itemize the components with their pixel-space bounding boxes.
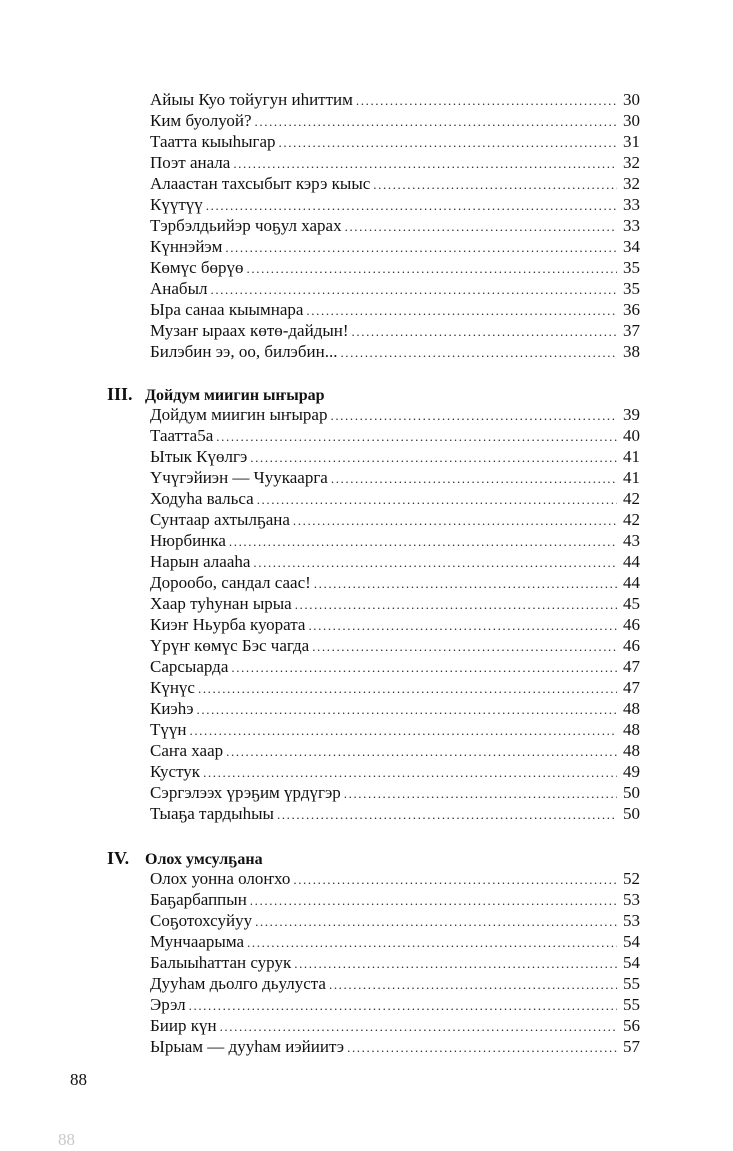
toc-list-continued	[150, 89, 640, 362]
dot-leader	[229, 531, 617, 552]
section-title: Дойдум миигин ыҥырар	[145, 387, 325, 404]
toc-entry	[150, 614, 640, 635]
toc-entry-page: 48	[623, 741, 640, 760]
toc-entry-page: 47	[623, 678, 640, 697]
toc-entry-title: Ытык Күөлгэ	[150, 447, 248, 466]
toc-entry	[150, 698, 640, 719]
toc-list-section-3	[150, 404, 640, 824]
toc-entry-title: Нарын алааһа	[150, 552, 251, 571]
toc-entry-title: Дууһам дьолго дьулуста	[150, 974, 326, 993]
dot-leader	[189, 720, 617, 741]
dot-leader	[279, 132, 617, 153]
page-number: 88	[70, 1070, 87, 1089]
toc-entry	[150, 257, 640, 278]
toc-entry-page: 33	[623, 216, 640, 235]
toc-entry-page: 52	[623, 869, 640, 888]
toc-entry-page: 46	[623, 615, 640, 634]
toc-entry-page: 35	[623, 279, 640, 298]
toc-entry	[150, 572, 640, 593]
toc-entry	[150, 320, 640, 341]
dot-leader	[233, 153, 617, 174]
toc-entry-page: 34	[623, 237, 640, 256]
toc-entry-title: Анабыл	[150, 279, 208, 298]
toc-entry-title: Поэт анала	[150, 153, 231, 172]
toc-entry	[150, 973, 640, 994]
toc-entry-page: 30	[623, 111, 640, 130]
toc-entry	[150, 467, 640, 488]
toc-entry-page: 40	[623, 426, 640, 445]
toc-entry-title: Айыы Куо тойугун иһиттим	[150, 90, 353, 109]
dot-leader	[210, 279, 617, 300]
toc-entry-title: Дорообо, сандал саас!	[150, 573, 311, 592]
toc-entry	[150, 677, 640, 698]
toc-entry-page: 55	[623, 974, 640, 993]
toc-entry-title: Тэрбэлдьийэр чоҕул харах	[150, 216, 342, 235]
toc-entry-page: 54	[623, 953, 640, 972]
toc-entry-page: 44	[623, 552, 640, 571]
dot-leader	[250, 447, 617, 468]
dot-leader	[293, 869, 617, 890]
toc-entry	[150, 719, 640, 740]
toc-entry-title: Балыыһаттан сурук	[150, 953, 292, 972]
toc-entry-title: Алаастан тахсыбыт кэрэ кыыс	[150, 174, 371, 193]
toc-entry	[150, 551, 640, 572]
toc-entry-title: Күүтүү	[150, 195, 203, 214]
toc-entry-page: 57	[623, 1037, 640, 1056]
toc-entry-title: Көмүс бөрүө	[150, 258, 244, 277]
dot-leader	[347, 1037, 617, 1058]
toc-entry-title: Сарсыарда	[150, 657, 229, 676]
dot-leader	[344, 783, 617, 804]
toc-entry-page: 41	[623, 468, 640, 487]
toc-entry-title: Мунчаарыма	[150, 932, 245, 951]
toc-entry-page: 32	[623, 153, 640, 172]
dot-leader	[250, 890, 617, 911]
toc-entry	[150, 173, 640, 194]
dot-leader	[189, 995, 617, 1016]
dot-leader	[257, 489, 617, 510]
toc-entry-page: 38	[623, 342, 640, 361]
toc-entry	[150, 530, 640, 551]
toc-entry-title: Таатта5а	[150, 426, 214, 445]
dot-leader	[356, 90, 617, 111]
toc-entry-page: 39	[623, 405, 640, 424]
toc-entry-page: 42	[623, 510, 640, 529]
toc-entry	[150, 110, 640, 131]
toc-entry-title: Киэһэ	[150, 699, 194, 718]
toc-entry-title: Нюрбинка	[150, 531, 226, 550]
dot-leader	[206, 195, 617, 216]
dot-leader	[253, 552, 617, 573]
toc-entry	[150, 236, 640, 257]
dot-leader	[314, 573, 617, 594]
toc-entry	[150, 1015, 640, 1036]
toc-entry-title: Үчүгэйиэн — Чуукаарга	[150, 468, 328, 487]
section-title: Олох умсулҕана	[145, 851, 263, 868]
toc-entry-page: 37	[623, 321, 640, 340]
toc-entry-page: 32	[623, 174, 640, 193]
toc-entry-title: Соҕотохсуйуу	[150, 911, 253, 930]
toc-entry-page: 53	[623, 911, 640, 930]
dot-leader	[294, 953, 617, 974]
toc-entry-page: 55	[623, 995, 640, 1014]
toc-entry-title: Кустук	[150, 762, 201, 781]
toc-entry-title: Дойдум миигин ыҥырар	[150, 405, 328, 424]
toc-entry-title: Баҕарбаппын	[150, 890, 247, 909]
toc-entry-title: Биир күн	[150, 1016, 217, 1035]
toc-entry-title: Түүн	[150, 720, 187, 739]
dot-leader	[255, 911, 617, 932]
dot-leader	[203, 762, 617, 783]
dot-leader	[216, 426, 617, 447]
toc-entry	[150, 994, 640, 1015]
toc-entry-page: 54	[623, 932, 640, 951]
toc-entry	[150, 152, 640, 173]
dot-leader	[308, 615, 617, 636]
toc-entry-title: Олох уонна олоҥхо	[150, 869, 291, 888]
dot-leader	[220, 1016, 617, 1037]
dot-leader	[197, 699, 617, 720]
dot-leader	[255, 111, 617, 132]
dot-leader	[225, 237, 617, 258]
toc-entry-page: 42	[623, 489, 640, 508]
toc-entry	[150, 278, 640, 299]
toc-entry-title: Билэбин ээ, оо, билэбин...	[150, 342, 338, 361]
toc-entry-page: 35	[623, 258, 640, 277]
toc-entry	[150, 868, 640, 889]
toc-entry	[150, 1036, 640, 1057]
toc-entry	[150, 635, 640, 656]
toc-entry	[150, 740, 640, 761]
toc-entry-title: Үрүҥ көмүс Бэс чагда	[150, 636, 310, 655]
toc-entry-title: Таатта кыыһыгар	[150, 132, 276, 151]
dot-leader	[247, 932, 617, 953]
toc-entry	[150, 131, 640, 152]
dot-leader	[295, 594, 617, 615]
toc-entry-page: 31	[623, 132, 640, 151]
toc-entry-title: Сэргэлээх үрэҕим үрдүгэр	[150, 783, 341, 802]
toc-entry	[150, 446, 640, 467]
dot-leader	[277, 804, 617, 825]
toc-entry-title: Күнүс	[150, 678, 195, 697]
section-number: IV.	[107, 848, 130, 868]
toc-entry-page: 53	[623, 890, 640, 909]
toc-entry-title: Сунтаар ахтылҕана	[150, 510, 290, 529]
toc-entry-title: Күннэйэм	[150, 237, 223, 256]
toc-entry-title: Киэҥ Ньурба куората	[150, 615, 306, 634]
toc-entry-page: 50	[623, 804, 640, 823]
toc-entry-title: Ырыам — дууһам иэйиитэ	[150, 1037, 345, 1056]
toc-entry	[150, 656, 640, 677]
page-number-bleed: 88	[58, 1130, 75, 1149]
toc-entry-page: 46	[623, 636, 640, 655]
toc-entry-page: 49	[623, 762, 640, 781]
toc-entry	[150, 782, 640, 803]
section-number: III.	[107, 384, 133, 404]
toc-entry-title: Музаҥ ыраах көтө-дайдын!	[150, 321, 349, 340]
toc-entry-title: Эрэл	[150, 995, 186, 1014]
toc-entry-title: Саҥа хаар	[150, 741, 224, 760]
dot-leader	[293, 510, 617, 531]
toc-entry-page: 43	[623, 531, 640, 550]
toc-entry	[150, 889, 640, 910]
dot-leader	[345, 216, 617, 237]
toc-entry-title: Ким буолуой?	[150, 111, 252, 130]
toc-entry	[150, 425, 640, 446]
toc-entry	[150, 761, 640, 782]
toc-entry	[150, 952, 640, 973]
toc-entry-page: 45	[623, 594, 640, 613]
toc-entry	[150, 89, 640, 110]
toc-entry-page: 44	[623, 573, 640, 592]
dot-leader	[330, 405, 617, 426]
dot-leader	[352, 321, 617, 342]
toc-list-section-4	[150, 868, 640, 1057]
toc-entry	[150, 509, 640, 530]
toc-entry	[150, 215, 640, 236]
toc-entry	[150, 341, 640, 362]
toc-entry-page: 48	[623, 720, 640, 739]
toc-entry-title: Тыаҕа тардыһыы	[150, 804, 274, 823]
toc-entry-page: 47	[623, 657, 640, 676]
toc-entry-page: 56	[623, 1016, 640, 1035]
dot-leader	[373, 174, 617, 195]
toc-entry	[150, 194, 640, 215]
toc-entry	[150, 803, 640, 824]
toc-entry-page: 33	[623, 195, 640, 214]
dot-leader	[329, 974, 617, 995]
toc-entry	[150, 593, 640, 614]
toc-entry-page: 30	[623, 90, 640, 109]
dot-leader	[340, 342, 617, 363]
toc-entry-title: Ыра санаа кыымнара	[150, 300, 304, 319]
dot-leader	[198, 678, 617, 699]
dot-leader	[312, 636, 617, 657]
dot-leader	[331, 468, 617, 489]
dot-leader	[247, 258, 617, 279]
toc-entry	[150, 299, 640, 320]
dot-leader	[226, 741, 617, 762]
toc-entry	[150, 488, 640, 509]
toc-entry-title: Ходуһа вальса	[150, 489, 254, 508]
toc-entry	[150, 931, 640, 952]
toc-entry-page: 50	[623, 783, 640, 802]
toc-entry-page: 41	[623, 447, 640, 466]
toc-entry-title: Хаар туһунан ырыа	[150, 594, 292, 613]
toc-entry-page: 48	[623, 699, 640, 718]
toc-entry	[150, 910, 640, 931]
toc-entry	[150, 404, 640, 425]
dot-leader	[306, 300, 617, 321]
toc-entry-page: 36	[623, 300, 640, 319]
dot-leader	[231, 657, 617, 678]
